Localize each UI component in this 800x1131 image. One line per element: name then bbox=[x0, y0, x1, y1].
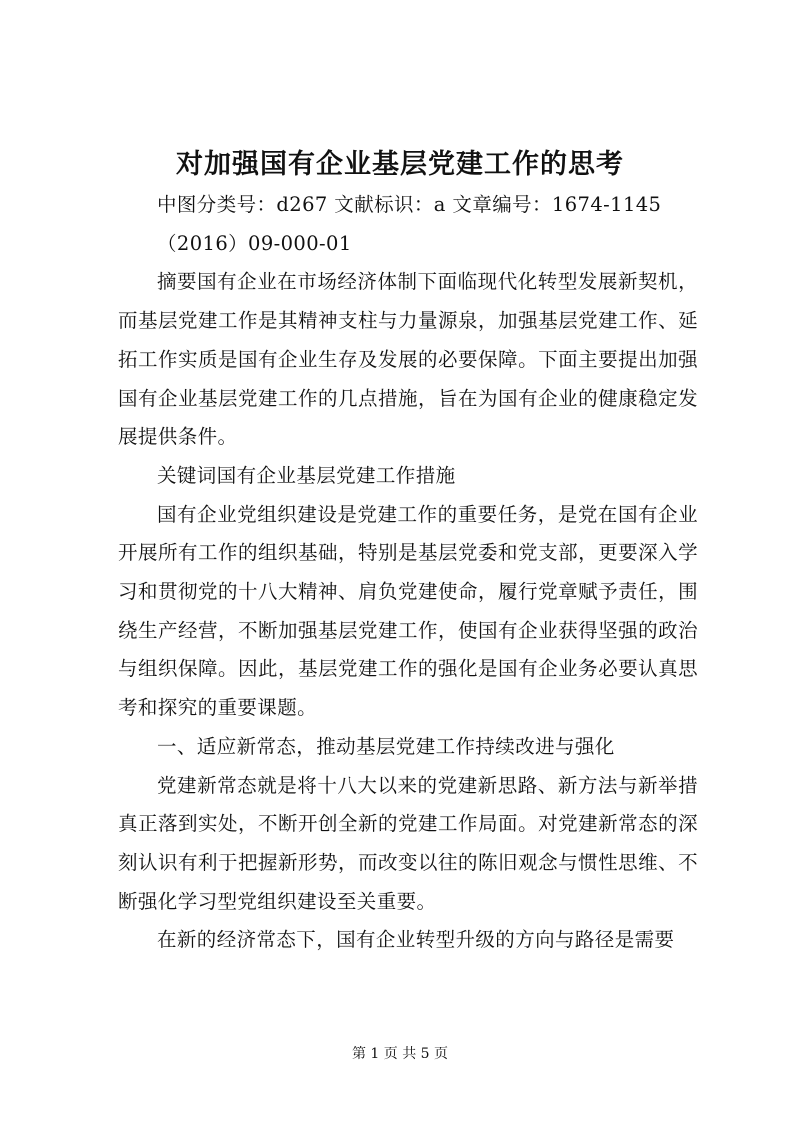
keywords-paragraph: 关键词国有企业基层党建工作措施 bbox=[157, 463, 456, 487]
classification-line: 中图分类号：d267 文献标识：a 文章编号：1674-1145 bbox=[157, 193, 662, 216]
section-heading: 一、适应新常态，推动基层党建工作持续改进与强化 bbox=[157, 734, 615, 758]
body-paragraph: 在新的经济常态下，国有企业转型升级的方向与路径是需要 bbox=[157, 928, 675, 952]
body-paragraph: 党建新常态就是将十八大以来的党建新思路、新方法与新举措真正落到实处，不断开创全新的党建工作局面。对党建新常态的深刻认识有利于把握新形势，而改变以往的陈旧观念与惯性思维、不断强化学习型党组织建设至关重要。 bbox=[118, 773, 698, 913]
document-title: 对加强国有企业基层党建工作的思考 bbox=[176, 149, 624, 180]
article-number-line: （2016）09-000-01 bbox=[157, 231, 352, 255]
page-footer: 第 1 页 共 5 页 bbox=[351, 1046, 449, 1062]
document-body bbox=[118, 186, 698, 960]
body-paragraph: 国有企业党组织建设是党建工作的重要任务，是党在国有企业开展所有工作的组织基础，特别是基层党委和党支部，更要深入学习和贯彻党的十八大精神、肩负党建使命，履行党章赋予责任，围绕生产经营，不断加强基层党建工作，使国有企业获得坚强的政治与组织保障。因此，基层党建工作的强化是国有企业务必要认真思考和探究的重要课题。 bbox=[118, 502, 698, 720]
abstract-paragraph: 摘要国有企业在市场经济体制下面临现代化转型发展新契机，而基层党建工作是其精神支柱与力量源泉，加强基层党建工作、延拓工作实质是国有企业生存及发展的必要保障。下面主要提出加强国有企业基层党建工作的几点措施，旨在为国有企业的健康稳定发展提供条件。 bbox=[118, 270, 698, 449]
